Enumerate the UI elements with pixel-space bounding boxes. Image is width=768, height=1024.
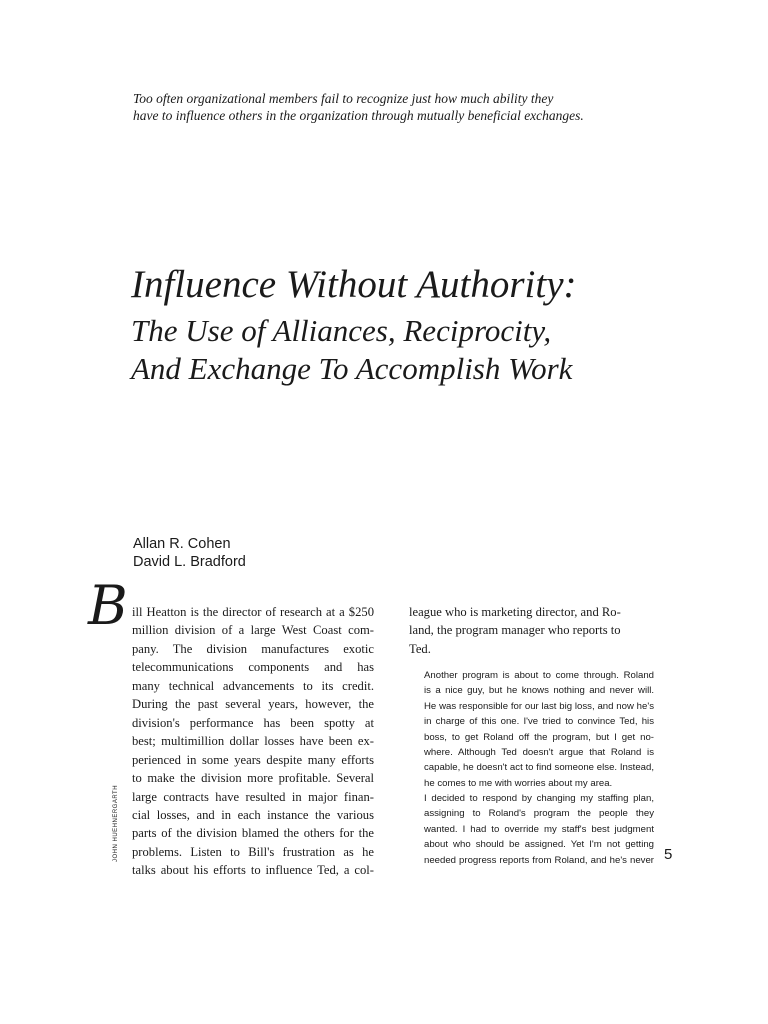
body-line: cial losses, and in each instance the various <box>132 807 374 822</box>
article-title-block <box>131 262 731 388</box>
body-line: parts of the division blamed the others for the <box>132 826 374 841</box>
body-line: division's performance has been spotty at <box>132 715 374 730</box>
quote-line: assigning to Roland's program the people they <box>424 808 654 820</box>
quote-line: about who should be assigned. Yet I'm not getting <box>424 839 654 851</box>
subtitle-line-1: The Use of Alliances, Reciprocity, <box>131 313 552 348</box>
body-line: talks about his efforts to influence Ted, a col- <box>132 863 374 878</box>
body-line: problems. Listen to Bill's frustration as he <box>132 844 374 859</box>
article-subtitle <box>131 312 731 388</box>
page-number: 5 <box>664 846 673 863</box>
block-quote-paragraph-2 <box>424 791 654 868</box>
body-line: million division of a large West Coast com- <box>132 623 374 638</box>
author-name: David L. Bradford <box>133 554 246 570</box>
epigraph-line-2: have to influence others in the organization through mutually beneficial exchanges. <box>133 108 584 123</box>
body-column-right-intro <box>409 603 653 658</box>
quote-line: he comes to me with worries about my area. <box>424 777 613 789</box>
body-line: best; multimillion dollar losses have been ex- <box>132 734 374 749</box>
quote-line: He was responsible for our last big loss, and now he's <box>424 700 654 712</box>
body-column-left <box>132 603 374 880</box>
epigraph-line-1: Too often organizational members fail to recognize just how much ability they <box>133 91 554 106</box>
body-line: During the past several years, however, the <box>132 697 374 712</box>
body-line: ill Heatton is the director of research at a $250 <box>132 605 374 619</box>
quote-line: is a nice guy, but he knows nothing and never will. <box>424 685 654 697</box>
quote-line: where. Although Ted doesn't argue that Roland is <box>424 747 654 759</box>
article-title: Influence Without Authority: <box>131 263 577 306</box>
body-line: land, the program manager who reports to <box>409 623 621 638</box>
quote-line: capable, he doesn't act to find someone else. Instead, <box>424 762 654 774</box>
drop-cap: B <box>88 574 128 637</box>
quote-line: Another program is about to come through. Roland <box>424 670 654 681</box>
author-name: Allan R. Cohen <box>133 536 231 552</box>
body-line: telecommunications components and has <box>132 660 374 675</box>
quote-line: in charge of this one. I've tried to convince Ted, his <box>424 716 654 728</box>
quote-line: I decided to respond by changing my staffing plan, <box>424 793 654 804</box>
quote-line: wanted. I had to override my staff's best judgment <box>424 823 654 835</box>
body-line: league who is marketing director, and Ro- <box>409 605 621 619</box>
body-line: Ted. <box>409 641 431 656</box>
body-line: to make the division more profitable. Several <box>132 771 374 786</box>
body-line: large contracts have resulted in major finan- <box>132 789 374 804</box>
body-line: many technical advancements to its credit. <box>132 678 374 693</box>
epigraph <box>133 90 673 124</box>
quote-line: boss, to get Roland off the program, but I get no- <box>424 731 654 743</box>
body-line: perienced in some years despite many efforts <box>132 752 374 767</box>
quote-line: needed progress reports from Roland, and he's never <box>424 854 654 866</box>
block-quote-paragraph-1 <box>424 668 654 791</box>
photo-credit: JOHN HUEHNERGARTH <box>113 784 119 862</box>
author-list <box>133 535 246 571</box>
body-line: pany. The division manufactures exotic <box>132 641 374 656</box>
subtitle-line-2: And Exchange To Accomplish Work <box>131 351 573 386</box>
